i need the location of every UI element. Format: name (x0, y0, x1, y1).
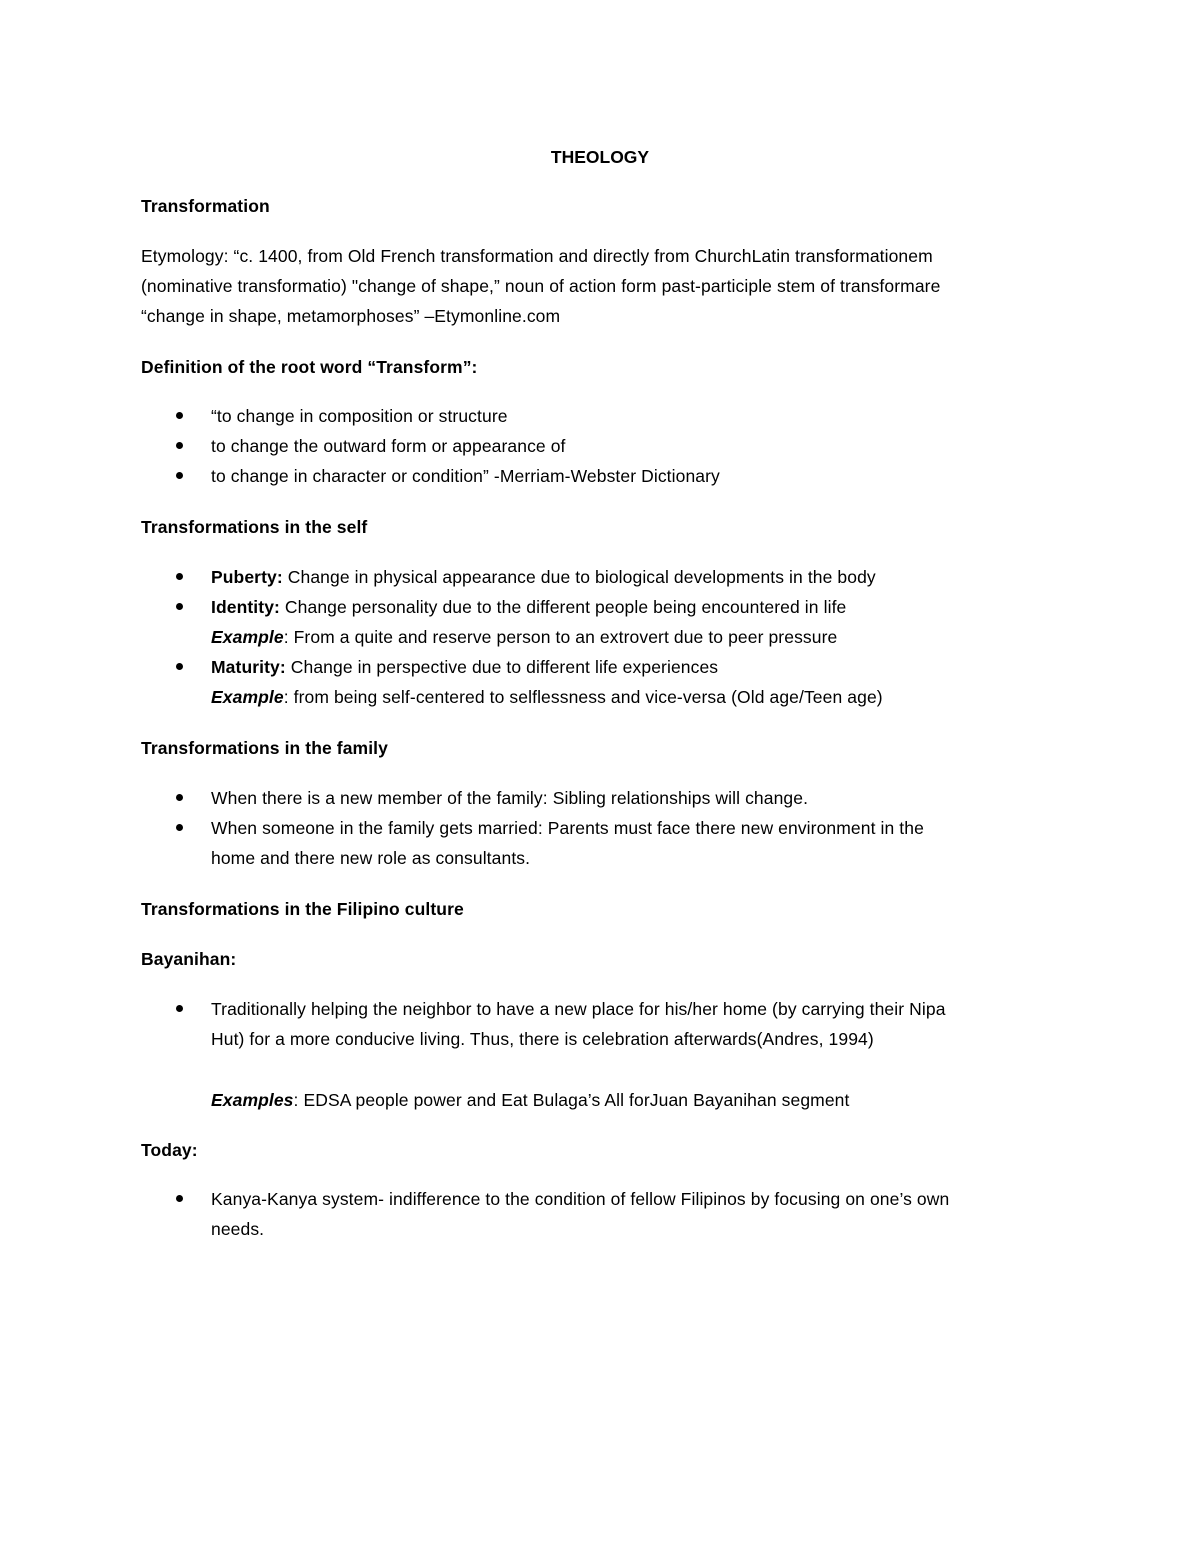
identity-example-text: : From a quite and reserve person to an extrovert due to peer pressure (283, 627, 838, 647)
family-item-2-line-2: home and there new role as consultants. (211, 848, 531, 868)
bayanihan-line-1: Traditionally helping the neighbor to have a new place for his/her home (by carrying their Nipa (211, 999, 946, 1019)
etymology-line-3: “change in shape, metamorphoses” –Etymonline.com (141, 306, 561, 326)
identity-term: Identity: (211, 597, 280, 617)
bullet-icon (176, 1195, 183, 1202)
definition-item-2: to change the outward form or appearance of (211, 436, 566, 456)
puberty-text: Change in physical appearance due to biological developments in the body (282, 567, 876, 587)
today-heading: Today: (141, 1140, 198, 1160)
document-title: THEOLOGY (550, 147, 650, 167)
bullet-icon (176, 824, 183, 831)
bayanihan-example-text: : EDSA people power and Eat Bulaga’s All forJuan Bayanihan segment (293, 1090, 850, 1110)
puberty-term: Puberty: (211, 567, 283, 587)
bullet-icon (176, 663, 183, 670)
bullet-icon (176, 412, 183, 419)
self-item-puberty (211, 562, 876, 592)
bullet-icon (176, 603, 183, 610)
maturity-example-text: : from being self-centered to selflessness and vice-versa (Old age/Teen age) (283, 687, 883, 707)
bullet-icon (176, 794, 183, 801)
today-line-2: needs. (211, 1219, 265, 1239)
self-item-identity (211, 592, 846, 622)
maturity-example (211, 682, 883, 712)
definition-item-3: to change in character or condition” -Merriam-Webster Dictionary (211, 466, 720, 486)
bullet-icon (176, 1005, 183, 1012)
identity-example (211, 622, 837, 652)
culture-heading: Transformations in the Filipino culture (141, 899, 464, 919)
identity-text: Change personality due to the different people being encountered in life (279, 597, 847, 617)
bayanihan-heading: Bayanihan: (141, 949, 237, 969)
bullet-icon (176, 472, 183, 479)
definition-item-1: “to change in composition or structure (211, 406, 508, 426)
today-line-1: Kanya-Kanya system- indifference to the condition of fellow Filipinos by focusing on one’s own (211, 1189, 950, 1209)
bayanihan-examples (211, 1085, 849, 1115)
family-item-1: When there is a new member of the family: Sibling relationships will change. (211, 788, 809, 808)
family-item-2-line-1: When someone in the family gets married: Parents must face there new environment in the (211, 818, 924, 838)
self-heading: Transformations in the self (141, 517, 368, 537)
maturity-term: Maturity: (211, 657, 286, 677)
transformation-heading: Transformation (141, 196, 270, 216)
maturity-example-label: Example (211, 687, 284, 707)
definition-heading: Definition of the root word “Transform”: (141, 357, 478, 377)
maturity-text: Change in perspective due to different life experiences (285, 657, 719, 677)
etymology-line-2: (nominative transformatio) "change of shape,” noun of action form past-participle stem of transformare (141, 276, 941, 296)
etymology-line-1: Etymology: “c. 1400, from Old French transformation and directly from ChurchLatin transformationem (141, 246, 933, 266)
family-heading: Transformations in the family (141, 738, 388, 758)
bullet-icon (176, 442, 183, 449)
identity-example-label: Example (211, 627, 284, 647)
self-item-maturity (211, 652, 718, 682)
bullet-icon (176, 573, 183, 580)
bayanihan-example-label: Examples (211, 1090, 294, 1110)
bayanihan-line-2: Hut) for a more conducive living. Thus, there is celebration afterwards(Andres, 1994) (211, 1029, 874, 1049)
